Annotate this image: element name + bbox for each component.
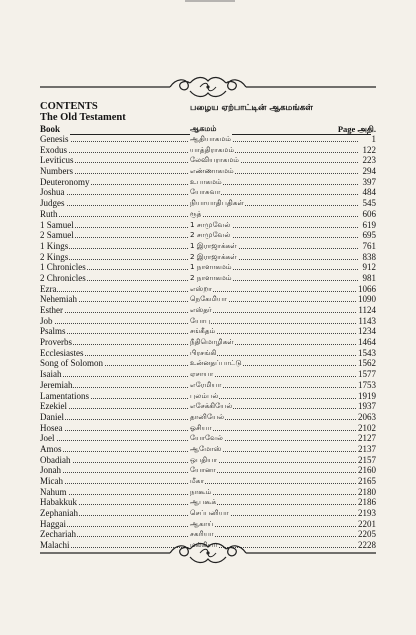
book-name-tamil: உன்னதப்பாட்டு (190, 358, 242, 368)
book-name-tamil: யோனா (190, 465, 216, 475)
book-row (40, 316, 376, 327)
book-name-tamil: எசேக்கியேல் (190, 401, 233, 411)
book-name-tamil: 2 இராஜாக்கள் (190, 251, 237, 261)
book-name-english: Obadiah (40, 454, 71, 465)
book-name-tamil: 2 சாமுவேல் (190, 230, 231, 240)
book-name-tamil: யாத்திராகமம் (190, 144, 235, 154)
book-name-tamil: நீதிமொழிகள் (190, 337, 234, 347)
book-name-english: 2 Kings (40, 251, 69, 262)
book-name-english: Psalms (40, 326, 66, 337)
book-row (40, 155, 376, 166)
book-name-tamil: பிரசங்கி (190, 347, 217, 357)
page-number: 397 (362, 176, 376, 187)
dot-leader (190, 312, 358, 313)
book-name-tamil: புலம்பல் (190, 390, 219, 400)
book-name-english: Isaiah (40, 369, 62, 380)
book-name-english: 1 Chronicles (40, 262, 86, 273)
book-row (40, 358, 376, 369)
book-row (40, 508, 376, 519)
book-row (40, 369, 376, 380)
book-name-tamil: ஓசியா (190, 422, 212, 432)
book-name-english: Daniel (40, 411, 64, 422)
dot-leader (190, 376, 358, 377)
book-row (40, 465, 376, 476)
book-name-tamil: 1 சாமுவேல் (190, 219, 231, 229)
book-column-header: Book (40, 124, 61, 134)
page-number: 1124 (358, 305, 376, 315)
book-row (40, 391, 376, 402)
book-row (40, 134, 376, 145)
book-row (40, 337, 376, 348)
book-name-tamil: நெகேமியா (190, 294, 227, 304)
page-number: 2165 (358, 476, 376, 486)
book-name-tamil: சகரியா (190, 529, 214, 539)
page-number: 2063 (358, 411, 376, 422)
book-name-tamil: லேவியராகமம் (190, 155, 240, 165)
book-name-tamil: 2 நாளாகமம் (190, 272, 232, 282)
book-name-tamil: யோசுவா (190, 187, 221, 197)
page-column-header: Page அதி. (337, 124, 376, 134)
book-name-tamil: உபாகமம் (190, 176, 222, 186)
page-number: 545 (362, 198, 376, 209)
header-mark (185, 0, 235, 6)
book-name-tamil: செப்பனியா (190, 508, 229, 518)
book-name-english: Genesis (40, 134, 69, 144)
book-name-tamil: யோவேல் (190, 433, 223, 443)
page-number: 912 (362, 262, 376, 273)
book-name-english: Ezra (40, 283, 57, 294)
page-number: 1937 (358, 401, 376, 412)
book-row (40, 284, 376, 295)
book-row (40, 455, 376, 466)
book-name-tamil: சங்கீதம் (190, 326, 216, 336)
book-row (40, 230, 376, 241)
book-row (40, 262, 376, 273)
dot-leader (190, 494, 358, 495)
page-number: 761 (362, 240, 376, 251)
page-number: 484 (362, 187, 376, 198)
page-number: 1577 (358, 369, 376, 380)
book-name-english: Exodus (40, 144, 67, 155)
book-name-english: 1 Samuel (40, 219, 74, 230)
book-name-english: Joel (40, 433, 55, 444)
book-name-english: Jonah (40, 465, 61, 476)
book-name-english: Malachi (40, 540, 70, 551)
book-name-english: Micah (40, 476, 63, 486)
book-row (40, 423, 376, 434)
book-row (40, 305, 376, 316)
page-number: 1 (371, 134, 376, 144)
book-name-english: Nahum (40, 486, 67, 497)
book-name-tamil: தானியேல் (190, 411, 225, 421)
book-row (40, 476, 376, 487)
page-number: 122 (362, 144, 376, 155)
dot-leader (190, 291, 358, 292)
book-name-tamil: எண்ணாகமம் (190, 166, 234, 176)
book-name-english: 2 Samuel (40, 230, 74, 241)
page-number: 1066 (358, 283, 376, 294)
book-row (40, 348, 376, 359)
page-number: 1753 (358, 379, 376, 390)
book-row (40, 252, 376, 263)
top-ornament (0, 72, 416, 102)
dot-leader (190, 216, 358, 217)
book-name-tamil: எஸ்றா (190, 283, 212, 293)
book-row (40, 273, 376, 284)
book-row (40, 187, 376, 198)
book-row (40, 412, 376, 423)
book-name-english: Ezekiel (40, 401, 67, 412)
book-name-tamil: எரேமியா (190, 379, 222, 389)
book-name-english: Song of Solomon (40, 358, 104, 369)
book-name-english: Amos (40, 443, 62, 454)
book-name-english: Proverbs (40, 337, 72, 348)
dot-leader (40, 472, 188, 473)
book-row (40, 294, 376, 305)
page-number: 2186 (358, 497, 376, 508)
book-row (40, 497, 376, 508)
book-name-english: Ruth (40, 208, 58, 219)
page-number: 294 (362, 166, 376, 177)
bottom-ornament (0, 538, 416, 568)
dot-leader (190, 483, 358, 484)
book-name-english: Job (40, 315, 53, 326)
page-number: 2127 (358, 433, 376, 444)
book-name-tamil: மீகா (190, 476, 205, 485)
page-number: 838 (362, 251, 376, 262)
book-row (40, 326, 376, 337)
book-name-tamil: எஸ்தர் (190, 305, 212, 314)
page-number: 606 (362, 208, 376, 219)
book-row (40, 519, 376, 530)
tamil-title: பழைய ஏற்பாட்டின் ஆகமங்கள் (190, 103, 313, 113)
book-name-english: Nehemiah (40, 294, 77, 305)
book-row (40, 177, 376, 188)
book-row (40, 220, 376, 231)
page-number: 2160 (358, 465, 376, 476)
dot-leader (190, 430, 358, 431)
page-number: 1543 (358, 347, 376, 358)
book-name-tamil: ஆகாய் (190, 518, 214, 528)
book-name-tamil: 1 இராஜாக்கள் (190, 240, 237, 250)
book-name-tamil: மல்கியா (190, 540, 218, 550)
page-number: 695 (362, 230, 376, 241)
book-name-tamil: ஏசாயா (190, 369, 214, 379)
book-name-tamil: 1 நாளாகமம் (190, 262, 232, 272)
dot-leader (190, 526, 358, 527)
page-number: 2157 (358, 454, 376, 465)
book-row (40, 487, 376, 498)
book-name-english: 1 Kings (40, 240, 69, 251)
page-number: 1562 (358, 358, 376, 369)
book-name-english: Zephaniah (40, 508, 78, 519)
book-row (40, 145, 376, 156)
book-name-english: Lamentations (40, 390, 89, 401)
page-number: 1090 (358, 294, 376, 305)
book-name-english: Jeremiah (40, 379, 73, 390)
book-name-tamil: யோபு (190, 315, 211, 325)
book-row (40, 444, 376, 455)
book-row (40, 401, 376, 412)
tamil-book-column-header: ஆகமம் (190, 124, 217, 133)
page-number: 2137 (358, 443, 376, 454)
book-name-tamil: நாகூம் (190, 486, 212, 496)
book-name-english: Deuteronomy (40, 176, 90, 187)
book-name-tamil: ரூத் (190, 208, 202, 218)
book-name-english: Judges (40, 198, 65, 209)
dot-leader (190, 323, 358, 324)
page-number: 223 (362, 155, 376, 166)
book-name-english: Haggai (40, 518, 66, 529)
book-name-english: Zechariah (40, 529, 76, 540)
book-name-english: Ecclesiastes (40, 347, 84, 358)
book-row (40, 209, 376, 220)
book-row (40, 198, 376, 209)
dot-leader (40, 323, 188, 324)
dot-leader (40, 216, 188, 217)
page-number: 1464 (358, 337, 376, 348)
dot-leader (40, 440, 188, 441)
book-name-english: Joshua (40, 187, 65, 198)
book-row (40, 433, 376, 444)
page-number: 619 (362, 219, 376, 230)
old-testament-label: The Old Testament (40, 112, 126, 123)
page-number: 2201 (358, 518, 376, 529)
book-name-english: Numbers (40, 166, 73, 177)
page-number: 1919 (358, 390, 376, 401)
book-name-tamil: நியாயாதிபதிகள் (190, 198, 244, 208)
book-name-english: 2 Chronicles (40, 272, 86, 283)
book-row (40, 380, 376, 391)
book-name-tamil: ஆமோஸ் (190, 443, 222, 453)
page-number: 2102 (358, 422, 376, 433)
book-list (40, 134, 376, 551)
page-number: 2193 (358, 508, 376, 519)
book-name-tamil: ஆபகூக் (190, 497, 217, 507)
page-number: 2180 (358, 486, 376, 497)
book-name-english: Leviticus (40, 155, 74, 166)
page-number: 1234 (358, 326, 376, 337)
book-row (40, 241, 376, 252)
book-name-english: Hosea (40, 422, 63, 433)
page-number: 2205 (358, 529, 376, 540)
book-name-tamil: ஒபதியா (190, 454, 218, 464)
book-name-english: Habakkuk (40, 497, 77, 508)
contents-title: CONTENTS (40, 101, 98, 112)
book-name-english: Esther (40, 305, 63, 315)
book-row (40, 166, 376, 177)
page-number: 981 (362, 272, 376, 283)
dot-leader (40, 291, 188, 292)
page-number: 1143 (358, 315, 376, 326)
book-name-tamil: ஆதியாகமம் (190, 134, 232, 143)
page-number: 2228 (358, 540, 376, 551)
